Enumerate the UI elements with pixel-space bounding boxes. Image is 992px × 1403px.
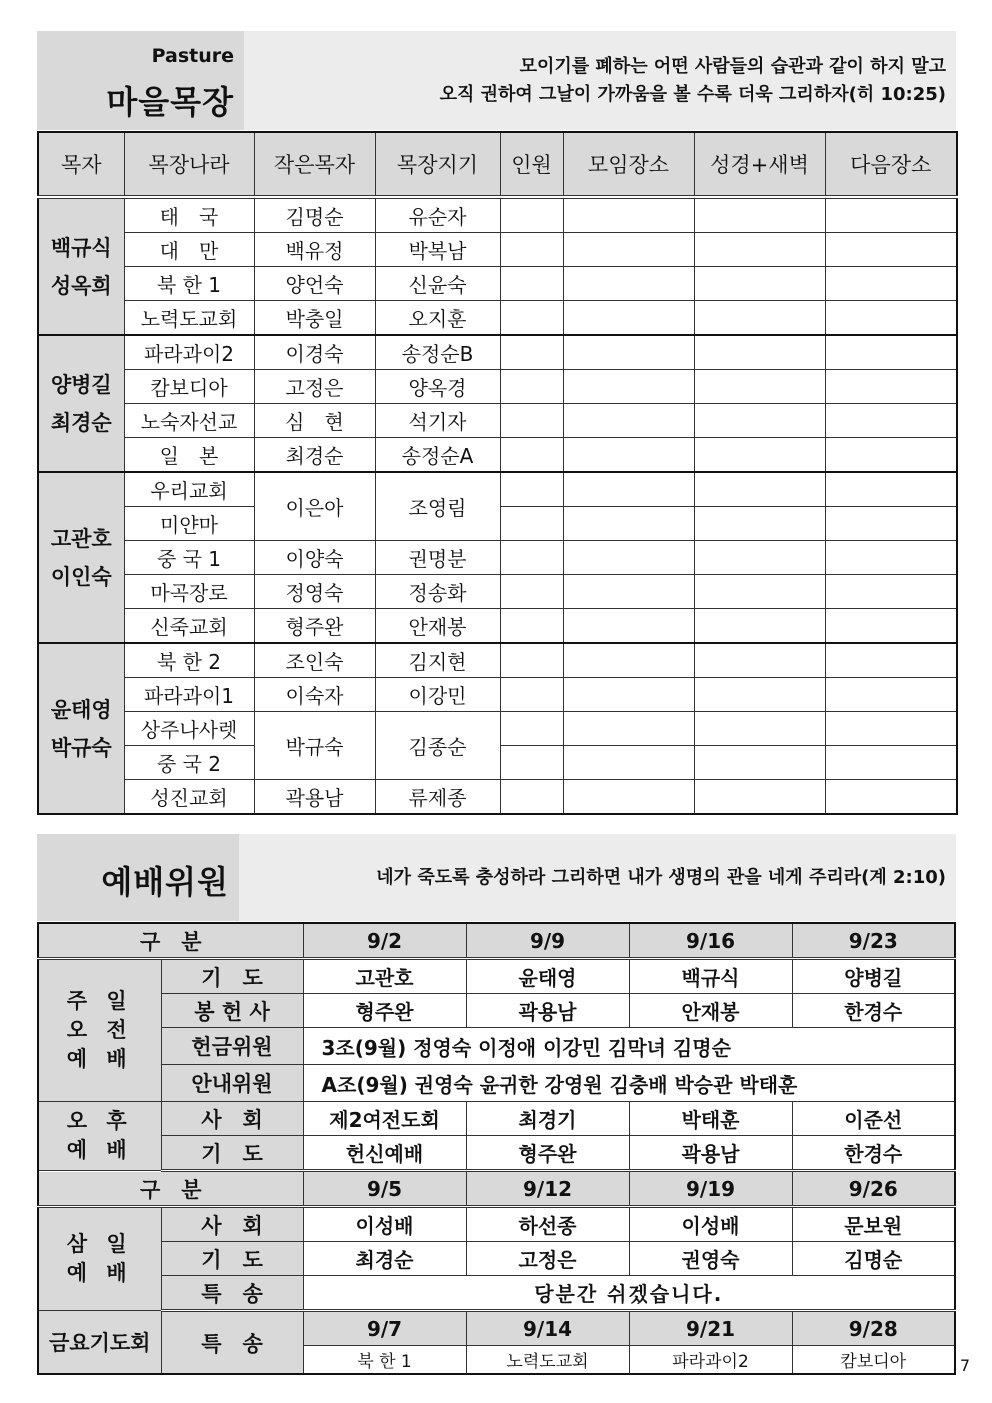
pasture-row: [38, 712, 957, 746]
worship-title-badge: [37, 834, 239, 921]
nation-cell: 파라과이2: [124, 335, 254, 370]
blank-entry-cell[interactable]: [563, 575, 694, 609]
name-cell: 곽용남: [466, 994, 629, 1028]
role-label: 사 회: [161, 1102, 303, 1136]
pasture-verse: [440, 53, 946, 109]
pasture-row: [38, 267, 957, 301]
small-leader-cell: 정영숙: [254, 575, 375, 609]
header-row: [38, 132, 957, 197]
name-cell: 문보원: [792, 1207, 955, 1242]
column-header: 성경+새벽: [694, 132, 825, 197]
keeper-cell: 안재봉: [375, 609, 500, 644]
blank-entry-cell[interactable]: [563, 301, 694, 336]
blank-entry-cell[interactable]: [694, 780, 825, 815]
pasture-row: [38, 404, 957, 438]
nation-cell: 중 국 2: [124, 746, 254, 780]
division-label: 구 분: [38, 923, 303, 959]
nation-cell: 북 한 1: [124, 267, 254, 301]
blank-entry-cell[interactable]: [500, 438, 563, 473]
blank-entry-cell[interactable]: [563, 370, 694, 404]
role-label: 특 송: [161, 1276, 303, 1311]
blank-entry-cell[interactable]: [694, 370, 825, 404]
group-cell: 캄보디아: [792, 1346, 955, 1375]
blank-entry-cell[interactable]: [563, 712, 694, 746]
pasture-row: [38, 780, 957, 815]
small-leader-cell: 곽용남: [254, 780, 375, 815]
name-cell: 박태훈: [629, 1102, 792, 1136]
small-leader-cell: 박규숙: [254, 712, 375, 780]
blank-entry-cell[interactable]: [500, 197, 563, 233]
nation-cell: 마곡장로: [124, 575, 254, 609]
blank-entry-cell[interactable]: [563, 507, 694, 541]
keeper-cell: 송정순A: [375, 438, 500, 473]
blank-entry-cell[interactable]: [825, 780, 957, 815]
small-leader-cell: 조인숙: [254, 643, 375, 678]
nation-cell: 대 만: [124, 233, 254, 267]
date-cell: 9/26: [792, 1171, 955, 1207]
small-leader-cell: 김명순: [254, 197, 375, 233]
nation-cell: 북 한 2: [124, 643, 254, 678]
role-label: 봉 헌 사: [161, 994, 303, 1028]
keeper-cell: 이강민: [375, 678, 500, 712]
blank-entry-cell[interactable]: [694, 575, 825, 609]
role-label: 기 도: [161, 959, 303, 994]
sunday-afternoon-category: 오 후 예 배: [38, 1102, 161, 1171]
date-cell: 9/2: [303, 923, 466, 959]
wednesday-special-row: [38, 1276, 955, 1311]
date-cell: 9/21: [629, 1311, 792, 1346]
blank-entry-cell[interactable]: [500, 575, 563, 609]
blank-entry-cell[interactable]: [563, 404, 694, 438]
blank-entry-cell[interactable]: [500, 609, 563, 644]
division-label: 구 분: [38, 1171, 303, 1207]
name-cell: 헌신예배: [303, 1136, 466, 1171]
blank-entry-cell[interactable]: [825, 370, 957, 404]
blank-entry-cell[interactable]: [694, 335, 825, 370]
afternoon-prayer-row: [38, 1136, 955, 1171]
blank-entry-cell[interactable]: [500, 301, 563, 336]
small-leader-cell: 이숙자: [254, 678, 375, 712]
blank-entry-cell[interactable]: [500, 780, 563, 815]
keeper-cell: 신윤숙: [375, 267, 500, 301]
blank-entry-cell[interactable]: [694, 643, 825, 678]
blank-entry-cell[interactable]: [825, 507, 957, 541]
blank-entry-cell[interactable]: [500, 404, 563, 438]
keeper-cell: 정송화: [375, 575, 500, 609]
worship-header: [37, 834, 956, 921]
role-label: 사 회: [161, 1207, 303, 1242]
nation-cell: 파라과이1: [124, 678, 254, 712]
wednesday-prayer-row: [38, 1242, 955, 1276]
sunday-offering-row: [38, 994, 955, 1028]
blank-entry-cell[interactable]: [825, 712, 957, 746]
afternoon-host-row: [38, 1102, 955, 1136]
pasture-title: 마을목장: [106, 83, 234, 121]
role-label: 기 도: [161, 1136, 303, 1171]
worship-title: 예배위원: [101, 863, 229, 901]
blank-entry-cell[interactable]: [825, 233, 957, 267]
blank-entry-cell[interactable]: [694, 301, 825, 336]
pastor-cell: 고관호 이인숙: [38, 472, 124, 643]
blank-entry-cell[interactable]: [500, 712, 563, 746]
nation-cell: 일 본: [124, 438, 254, 473]
blank-entry-cell[interactable]: [825, 301, 957, 336]
blank-entry-cell[interactable]: [825, 267, 957, 301]
blank-entry-cell[interactable]: [500, 267, 563, 301]
worship-verse: 네가 죽도록 충성하라 그리하면 내가 생명의 관을 네게 주리라(계 2:10): [376, 867, 946, 888]
keeper-cell: 권명분: [375, 541, 500, 575]
nation-cell: 신죽교회: [124, 609, 254, 644]
blank-entry-cell[interactable]: [825, 472, 957, 507]
pasture-row: [38, 233, 957, 267]
blank-entry-cell[interactable]: [563, 609, 694, 644]
nation-cell: 미얀마: [124, 507, 254, 541]
pasture-english-label: Pasture: [151, 45, 234, 67]
blank-entry-cell[interactable]: [825, 643, 957, 678]
date-cell: 9/16: [629, 923, 792, 959]
blank-entry-cell[interactable]: [500, 541, 563, 575]
column-header: 인원: [500, 132, 563, 197]
small-leader-cell: 박충일: [254, 301, 375, 336]
pasture-row: [38, 438, 957, 473]
blank-entry-cell[interactable]: [825, 335, 957, 370]
small-leader-cell: 이양숙: [254, 541, 375, 575]
small-leader-cell: 심 현: [254, 404, 375, 438]
pastor-cell: 백규식 성옥희: [38, 197, 124, 335]
column-header: 목자: [38, 132, 124, 197]
name-cell: 이성배: [629, 1207, 792, 1242]
pasture-row: [38, 609, 957, 644]
name-cell: 제2여전도회: [303, 1102, 466, 1136]
blank-entry-cell[interactable]: [563, 643, 694, 678]
blank-entry-cell[interactable]: [563, 233, 694, 267]
nation-cell: 우리교회: [124, 472, 254, 507]
column-header: 목장지기: [375, 132, 500, 197]
nation-cell: 성진교회: [124, 780, 254, 815]
worship-committee-table: [37, 922, 956, 1375]
nation-cell: 노력도교회: [124, 301, 254, 336]
nation-cell: 캄보디아: [124, 370, 254, 404]
small-leader-cell: 이은아: [254, 472, 375, 541]
sunday-morning-category: 주 일 오 전 예 배: [38, 959, 161, 1102]
blank-entry-cell[interactable]: [694, 507, 825, 541]
date-cell: 9/5: [303, 1171, 466, 1207]
blank-entry-cell[interactable]: [825, 609, 957, 644]
keeper-cell: 오지훈: [375, 301, 500, 336]
pasture-row: [38, 643, 957, 678]
name-cell: 한경수: [792, 1136, 955, 1171]
name-cell: 이준선: [792, 1102, 955, 1136]
small-leader-cell: 백유정: [254, 233, 375, 267]
nation-cell: 상주나사렛: [124, 712, 254, 746]
name-cell: 최경순: [303, 1242, 466, 1276]
small-leader-cell: 형주완: [254, 609, 375, 644]
keeper-cell: 유순자: [375, 197, 500, 233]
wednesday-host-row: [38, 1207, 955, 1242]
blank-entry-cell[interactable]: [563, 472, 694, 507]
date-cell: 9/28: [792, 1311, 955, 1346]
blank-entry-cell[interactable]: [825, 575, 957, 609]
friday-category: 금요기도회: [38, 1311, 161, 1375]
keeper-cell: 박복남: [375, 233, 500, 267]
pasture-verse-line2: 오직 권하여 그날이 가까움을 볼 수록 더욱 그리하자(히 10:25): [439, 84, 946, 105]
blank-entry-cell[interactable]: [500, 233, 563, 267]
date-cell: 9/23: [792, 923, 955, 959]
blank-entry-cell[interactable]: [694, 541, 825, 575]
blank-entry-cell[interactable]: [563, 678, 694, 712]
name-cell: 이성배: [303, 1207, 466, 1242]
pasture-row: [38, 370, 957, 404]
blank-entry-cell[interactable]: [563, 335, 694, 370]
collection-row: [38, 1028, 955, 1065]
group-cell: 노력도교회: [466, 1346, 629, 1375]
special-song-note: 당분간 쉬겠습니다.: [303, 1276, 955, 1311]
blank-entry-cell[interactable]: [563, 267, 694, 301]
date-cell: 9/19: [629, 1171, 792, 1207]
blank-entry-cell[interactable]: [500, 472, 563, 507]
nation-cell: 중 국 1: [124, 541, 254, 575]
blank-entry-cell[interactable]: [694, 712, 825, 746]
name-cell: 한경수: [792, 994, 955, 1028]
usher-row: [38, 1065, 955, 1102]
name-cell: 하선종: [466, 1207, 629, 1242]
small-leader-cell: 고정은: [254, 370, 375, 404]
blank-entry-cell[interactable]: [563, 438, 694, 473]
date-cell: 9/14: [466, 1311, 629, 1346]
role-label: 특 송: [161, 1311, 303, 1375]
wednesday-date-row: [38, 1171, 955, 1207]
blank-entry-cell[interactable]: [500, 507, 563, 541]
column-header: 목장나라: [124, 132, 254, 197]
pasture-row: [38, 472, 957, 507]
sunday-prayer-row: [38, 959, 955, 994]
name-cell: 고정은: [466, 1242, 629, 1276]
name-cell: 권영숙: [629, 1242, 792, 1276]
sunday-date-row: [38, 923, 955, 959]
blank-entry-cell[interactable]: [825, 438, 957, 473]
blank-entry-cell[interactable]: [500, 335, 563, 370]
pasture-row: [38, 301, 957, 336]
column-header: 모임장소: [563, 132, 694, 197]
blank-entry-cell[interactable]: [563, 197, 694, 233]
friday-date-row: [38, 1311, 955, 1346]
usher-members: A조(9월) 권영숙 윤귀한 강영원 김충배 박승관 박태훈: [303, 1065, 955, 1102]
wednesday-category: 삼 일 예 배: [38, 1207, 161, 1311]
pasture-row: [38, 678, 957, 712]
nation-cell: 노숙자선교: [124, 404, 254, 438]
blank-entry-cell[interactable]: [694, 678, 825, 712]
blank-entry-cell[interactable]: [694, 404, 825, 438]
name-cell: 안재봉: [629, 994, 792, 1028]
blank-entry-cell[interactable]: [500, 746, 563, 780]
blank-entry-cell[interactable]: [500, 678, 563, 712]
name-cell: 곽용남: [629, 1136, 792, 1171]
pasture-table-header: [38, 132, 957, 197]
name-cell: 김명순: [792, 1242, 955, 1276]
small-leader-cell: 최경순: [254, 438, 375, 473]
blank-entry-cell[interactable]: [500, 370, 563, 404]
blank-entry-cell[interactable]: [694, 267, 825, 301]
pasture-table-body: [38, 197, 957, 814]
blank-entry-cell[interactable]: [825, 404, 957, 438]
pasture-verse-line1: 모이기를 폐하는 어떤 사람들의 습관과 같이 하지 말고: [519, 56, 946, 77]
pasture-title-badge: [37, 31, 244, 130]
keeper-cell: 송정순B: [375, 335, 500, 370]
group-cell: 파라과이2: [629, 1346, 792, 1375]
name-cell: 윤태영: [466, 959, 629, 994]
blank-entry-cell[interactable]: [694, 472, 825, 507]
collection-members: 3조(9월) 정영숙 이정애 이강민 김막녀 김명순: [303, 1028, 955, 1065]
role-label: 기 도: [161, 1242, 303, 1276]
pasture-row: [38, 335, 957, 370]
pastor-cell: 양병길 최경순: [38, 335, 124, 472]
blank-entry-cell[interactable]: [563, 780, 694, 815]
blank-entry-cell[interactable]: [694, 746, 825, 780]
blank-entry-cell[interactable]: [694, 233, 825, 267]
pasture-row: [38, 575, 957, 609]
blank-entry-cell[interactable]: [825, 541, 957, 575]
blank-entry-cell[interactable]: [694, 197, 825, 233]
name-cell: 양병길: [792, 959, 955, 994]
blank-entry-cell[interactable]: [825, 678, 957, 712]
blank-entry-cell[interactable]: [563, 541, 694, 575]
date-cell: 9/7: [303, 1311, 466, 1346]
pasture-row: [38, 197, 957, 233]
column-header: 다음장소: [825, 132, 957, 197]
group-cell: 북 한 1: [303, 1346, 466, 1375]
name-cell: 고관호: [303, 959, 466, 994]
pasture-table: [37, 131, 958, 815]
blank-entry-cell[interactable]: [563, 746, 694, 780]
blank-entry-cell[interactable]: [694, 438, 825, 473]
blank-entry-cell[interactable]: [694, 609, 825, 644]
keeper-cell: 양옥경: [375, 370, 500, 404]
role-label: 안내위원: [161, 1065, 303, 1102]
keeper-cell: 류제종: [375, 780, 500, 815]
date-cell: 9/9: [466, 923, 629, 959]
column-header: 작은목자: [254, 132, 375, 197]
nation-cell: 태 국: [124, 197, 254, 233]
page-number: 7: [959, 1356, 970, 1375]
small-leader-cell: 이경숙: [254, 335, 375, 370]
date-cell: 9/12: [466, 1171, 629, 1207]
role-label: 헌금위원: [161, 1028, 303, 1065]
pasture-header: [37, 31, 956, 130]
keeper-cell: 김종순: [375, 712, 500, 780]
keeper-cell: 석기자: [375, 404, 500, 438]
name-cell: 형주완: [303, 994, 466, 1028]
blank-entry-cell[interactable]: [500, 643, 563, 678]
small-leader-cell: 양언숙: [254, 267, 375, 301]
pastor-cell: 윤태영 박규숙: [38, 643, 124, 814]
name-cell: 형주완: [466, 1136, 629, 1171]
pasture-row: [38, 541, 957, 575]
keeper-cell: 조영림: [375, 472, 500, 541]
name-cell: 최경기: [466, 1102, 629, 1136]
blank-entry-cell[interactable]: [825, 197, 957, 233]
blank-entry-cell[interactable]: [825, 746, 957, 780]
name-cell: 백규식: [629, 959, 792, 994]
keeper-cell: 김지현: [375, 643, 500, 678]
